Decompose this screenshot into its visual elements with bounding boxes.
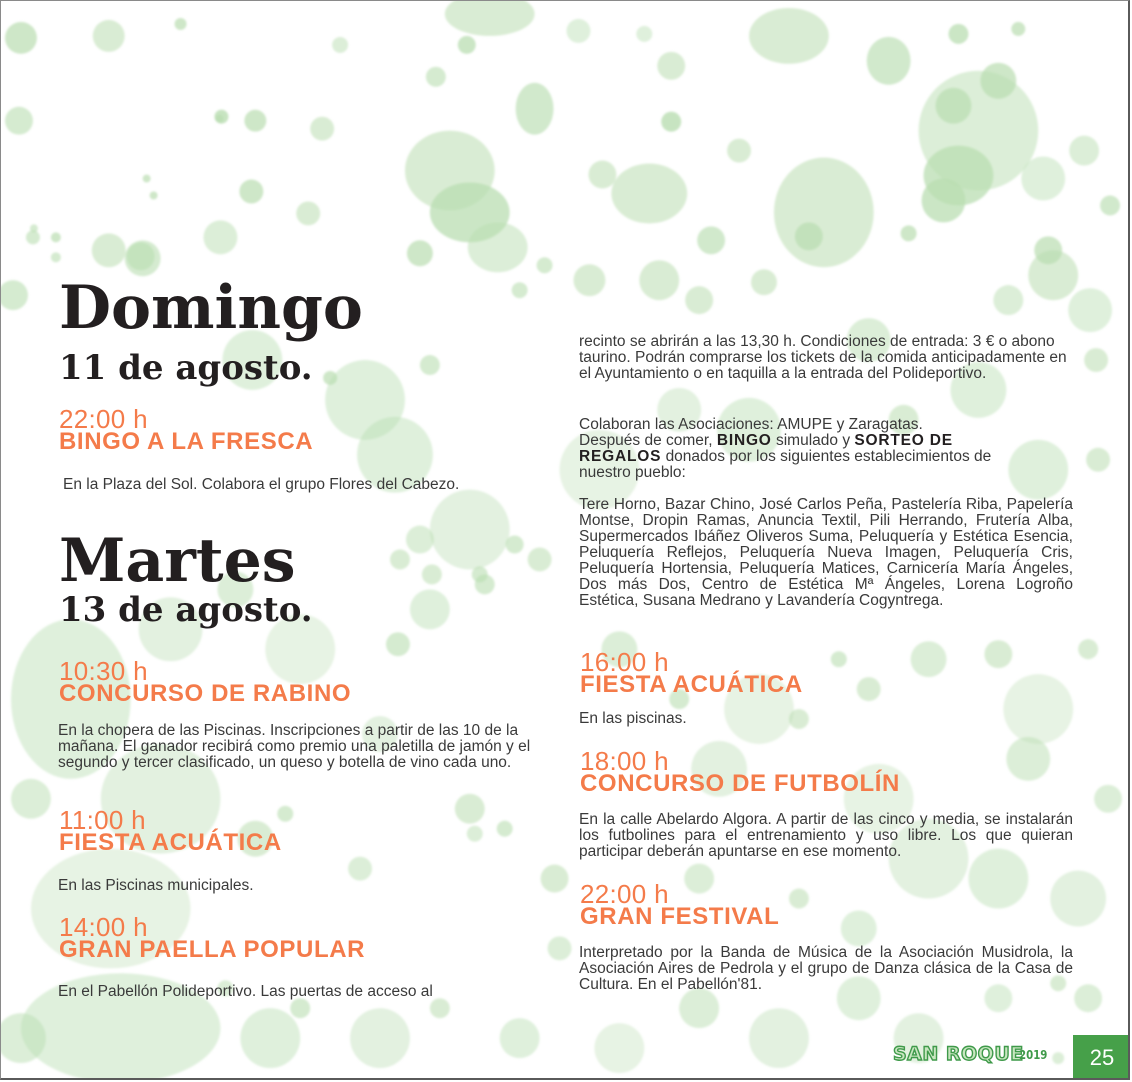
event-title: CONCURSO DE FUTBOLÍN	[580, 770, 900, 797]
san-roque-logo: SAN ROQUE	[893, 1043, 1024, 1065]
paella-collaborators: Colaboran las Asociaciones: AMUPE y Zaragatas.	[579, 416, 923, 433]
event-concurso-de-futbolin	[580, 746, 900, 797]
event-bingo-a-la-fresca	[59, 404, 314, 455]
event-description: En las piscinas.	[579, 710, 687, 727]
event-time: 14:00 h	[59, 912, 148, 942]
event-fiesta-acuatica-1100	[59, 805, 282, 856]
raffle-sorteo-bold: SORTEO DE REGALOS	[579, 432, 953, 465]
event-time: 22:00 h	[59, 404, 148, 434]
event-time: 11:00 h	[59, 805, 146, 835]
event-description: En las Piscinas municipales.	[58, 877, 254, 894]
event-description: En la calle Abelardo Algora. A partir de las cinco y media, se instalarán los futbolines para el entrenamiento y uso libre. Los que quieran participar deberán apuntarse en ese momento.	[579, 811, 1073, 860]
event-description: En el Pabellón Polideportivo. Las puertas de acceso al	[58, 983, 433, 1000]
day-date-domingo: 11 de agosto.	[59, 348, 313, 388]
event-concurso-de-rabino	[59, 656, 352, 707]
paella-raffle-note	[579, 433, 1039, 481]
event-title: GRAN PAELLA POPULAR	[59, 936, 366, 963]
event-title: FIESTA ACUÁTICA	[580, 671, 803, 698]
event-description-continued: recinto se abrirán a las 13,30 h. Condiciones de entrada: 3 € o abono taurino. Podrán comprarse los tickets de la comida anticipadamente en el Ayuntamiento o en taquilla a la entrada del Polideportivo.	[579, 333, 1067, 382]
event-time: 10:30 h	[59, 656, 148, 686]
event-title: FIESTA ACUÁTICA	[59, 829, 282, 856]
event-description: En la Plaza del Sol. Colabora el grupo Flores del Cabezo.	[63, 476, 460, 493]
day-heading-domingo: Domingo	[59, 273, 363, 343]
event-time: 16:00 h	[580, 647, 669, 677]
raffle-bingo-bold: BINGO	[716, 432, 772, 449]
day-heading-martes: Martes	[59, 526, 296, 596]
event-gran-paella-popular	[59, 912, 366, 963]
event-title: BINGO A LA FRESCA	[59, 428, 314, 455]
page-number: 25	[1073, 1035, 1130, 1080]
raffle-text-pre: Después de comer,	[579, 432, 713, 449]
footer-year: 2019	[1019, 1048, 1048, 1062]
event-time: 18:00 h	[580, 746, 669, 776]
event-title: CONCURSO DE RABINO	[59, 680, 352, 707]
event-title: GRAN FESTIVAL	[580, 903, 780, 930]
event-description: En la chopera de las Piscinas. Inscripciones a partir de las 10 de la mañana. El ganador recibirá como premio una paletilla de jamón y el segundo y tercer clasificado, un queso y botella de vino cada uno.	[58, 722, 531, 771]
event-time: 22:00 h	[580, 879, 669, 909]
raffle-text-mid: simulado y	[775, 432, 851, 449]
event-description: Interpretado por la Banda de Música de la Asociación Musidrola, la Asociación Aires de Pedrola y el grupo de Danza clásica de la Casa de Cultura. En el Pabellón'81.	[579, 944, 1073, 993]
raffle-text-post: donados por los siguientes establecimientos de nuestro pueblo:	[579, 448, 992, 481]
event-fiesta-acuatica-1600	[580, 647, 803, 698]
sponsor-list: Tere Horno, Bazar Chino, José Carlos Peña, Pastelería Riba, Papelería Montse, Dropin Ramas, Anuncia Textil, Pili Herrando, Frutería Alba, Supermercados Ibáñez Oliveros Suma, Peluquería y Estética Esencia, Peluquería Reflejos, Peluquería Nueva Imagen, Peluquería Cris, Peluquería Hortensia, Peluquería Matices, Carnicería María Ángeles, Dos más Dos, Centro de Estética Mª Ángeles, Lorena Logroño Estética, Susana Medrano y Lavandería Cogyntrega.	[579, 496, 1073, 609]
day-date-martes: 13 de agosto.	[59, 590, 313, 630]
event-gran-festival	[580, 879, 780, 930]
